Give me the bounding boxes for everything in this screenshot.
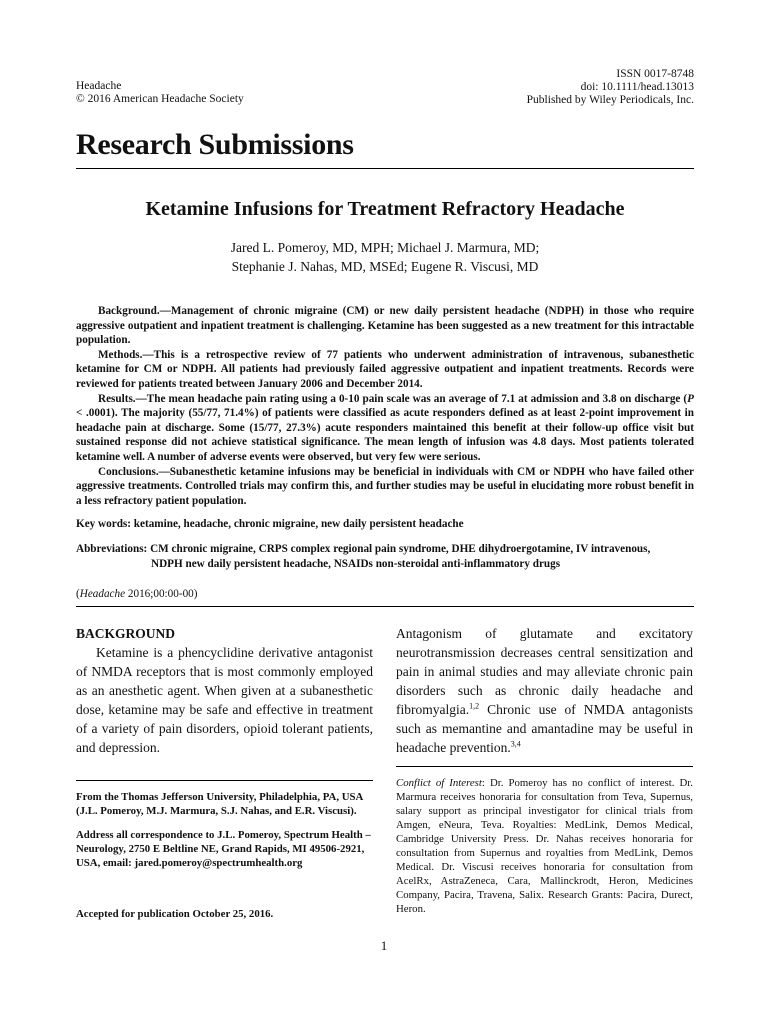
- citation-open: (: [76, 588, 80, 600]
- journal-info: [76, 80, 244, 106]
- p-symbol: P: [687, 392, 694, 405]
- results-text-b: < .0001). The majority (55/77, 71.4%) of patients were classified as acute responders defined as at least 2-point improvement in headache pain at discharge. Some (15/77, 27.3%) acute responders maintained this benefit at their follow-up office visit but sustained response did not achieve statistical significance. The mean length of infusion was 4.8 days. Most patients tolerated ketamine well. A number of adverse events were observed, but very few were serious.: [76, 407, 694, 463]
- keywords: Key words: ketamine, headache, chronic migraine, new daily persistent headache: [76, 518, 464, 530]
- affiliation-footnote: [76, 790, 373, 880]
- publisher: Published by Wiley Periodicals, Inc.: [526, 94, 694, 106]
- issn: ISSN 0017-8748: [616, 68, 694, 80]
- results-text-a: Results.—The mean headache pain rating using a 0-10 pain scale was an average of 7.1 at admission and 3.8 on discharge (: [98, 392, 688, 405]
- authors-line-1: Jared L. Pomeroy, MD, MPH; Michael J. Marmura, MD;: [230, 240, 540, 255]
- bg-right-text-a: Antagonism of glutamate and excitatory neurotransmission decreases central sensitization and pain in animal studies and may alleviate chronic pain disorders such as chronic daily headache and fibromyalgia.: [396, 626, 693, 717]
- section-divider: [76, 168, 694, 169]
- doi: doi: 10.1111/head.13013: [580, 81, 694, 93]
- abstract-methods: Methods.—This is a retrospective review of 77 patients who underwent administration of intravenous, subanesthetic ketamine for CM or NDPH. All patients had previously failed aggressive outpatient and inpatient treatments. Records were reviewed for patients treated between January 2006 and December 2014.: [76, 348, 694, 390]
- accepted-date: Accepted for publication October 25, 2016.: [76, 908, 274, 920]
- coi-label: Conflict of Interest: [396, 777, 482, 789]
- abstract-divider: [76, 606, 694, 607]
- body-column-left: [76, 624, 373, 757]
- section-title: Research Submissions: [76, 128, 354, 161]
- citation-journal: Headache: [79, 588, 126, 600]
- page-number: 1: [380, 938, 388, 953]
- footnote-divider-right: [396, 766, 693, 767]
- body-column-right: [396, 624, 693, 757]
- abstract-conclusions: Conclusions.—Subanesthetic ketamine infusions may be beneficial in individuals with CM or NDPH who have failed other aggressive treatments. Controlled trials may confirm this, and further studies may be useful in elucidating more robust benefit in a less refractory patient population.: [76, 465, 694, 507]
- bg-right-text-b: Chronic use of NMDA antagonists such as memantine and amantadine may be useful in headache prevention.: [396, 702, 693, 755]
- background-heading: BACKGROUND: [76, 626, 176, 641]
- affiliation: From the Thomas Jefferson University, Philadelphia, PA, USA (J.L. Pomeroy, M.J. Marmura, S.J. Nahas, and E.R. Viscusi).: [76, 791, 363, 817]
- coi-text: : Dr. Pomeroy has no conflict of interest. Dr. Marmura receives honoraria for consultation from Teva, Supernus, salary support as principal investigator for clinical trials from Amgen, eNeura, Teva. Royalties: MedLink, Demos Medical, Cambridge University Press. Dr. Nahas receives honoraria for consultation from Supernus and royalties from MedLink, Demos Medical. Dr. Viscusi receives honoraria for consultation from AcelRx, AstraZeneca, Cara, Mallinckrodt, Heron, Medicines Company, Pacira, Travena, Salix. Research Grants: Pacira, Durect, Heron.: [396, 777, 693, 915]
- abstract-results: [76, 392, 694, 465]
- correspondence: Address all correspondence to J.L. Pomeroy, Spectrum Health – Neurology, 2750 E Beltline NE, Grand Rapids, MI 49506-2921, USA, email: jared.pomeroy@spectrumhealth.org: [76, 829, 371, 869]
- author-list: [76, 238, 694, 276]
- copyright: © 2016 American Headache Society: [76, 93, 244, 105]
- citation: [76, 588, 198, 600]
- background-paragraph-1: Ketamine is a phencyclidine derivative antagonist of NMDA receptors that is most commonly employed as an anesthetic agent. When given at a subanesthetic dose, ketamine may be safe and effective in treatment of a variety of pain disorders, opioid tolerant patients, and depression.: [76, 645, 373, 755]
- abstract-background: Background.—Management of chronic migraine (CM) or new daily persistent headache (NDPH) in those who require aggressive outpatient and inpatient treatment is challenging. Ketamine has been suggested as a new treatment for this intractable population.: [76, 305, 694, 347]
- citation-rest: 2016;00:00-00): [125, 588, 198, 600]
- article-title: Ketamine Infusions for Treatment Refractory Headache: [145, 198, 625, 220]
- footnote-divider-left: [76, 780, 373, 781]
- abstract: [76, 304, 694, 508]
- journal-name: Headache: [76, 80, 122, 92]
- background-paragraph-continued: [396, 624, 693, 757]
- conflict-of-interest: [396, 776, 693, 916]
- authors-line-2: Stephanie J. Nahas, MD, MSEd; Eugene R. Viscusi, MD: [231, 259, 539, 274]
- abbreviations: [76, 542, 694, 571]
- publication-info: [527, 68, 694, 107]
- citation-ref-2: 3,4: [510, 739, 521, 749]
- abbreviations-line-1: Abbreviations: CM chronic migraine, CRPS complex regional pain syndrome, DHE dihydroergotamine, IV intravenous,: [76, 543, 651, 555]
- abbreviations-line-2: NDPH new daily persistent headache, NSAIDs non-steroidal anti-inflammatory drugs: [151, 557, 561, 570]
- citation-ref-1: 1,2: [469, 701, 480, 711]
